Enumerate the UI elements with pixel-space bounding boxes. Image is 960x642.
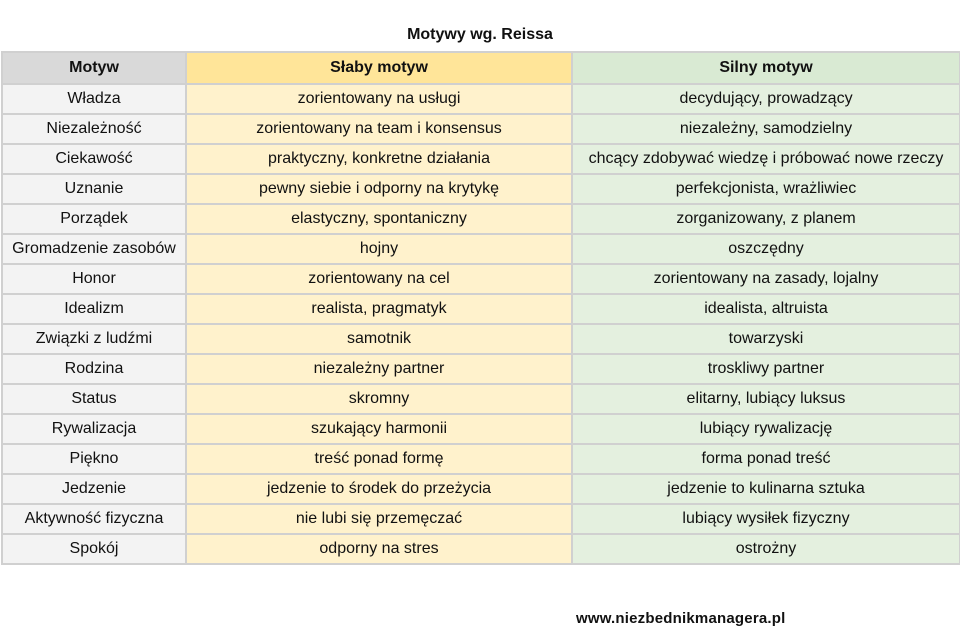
cell-weak-motive: jedzenie to środek do przeżycia bbox=[186, 474, 572, 504]
page-title: Motywy wg. Reissa bbox=[407, 26, 553, 43]
cell-strong-motive: decydujący, prowadzący bbox=[572, 84, 960, 114]
cell-motive: Uznanie bbox=[2, 174, 186, 204]
column-header-weak-motive: Słaby motyw bbox=[186, 52, 572, 84]
cell-weak-motive: treść ponad formę bbox=[186, 444, 572, 474]
cell-strong-motive: niezależny, samodzielny bbox=[572, 114, 960, 144]
cell-motive: Rodzina bbox=[2, 354, 186, 384]
cell-weak-motive: zorientowany na cel bbox=[186, 264, 572, 294]
cell-weak-motive: elastyczny, spontaniczny bbox=[186, 204, 572, 234]
table-row bbox=[2, 114, 960, 144]
table-row bbox=[2, 174, 960, 204]
table-row bbox=[2, 324, 960, 354]
cell-motive: Władza bbox=[2, 84, 186, 114]
cell-motive: Ciekawość bbox=[2, 144, 186, 174]
cell-strong-motive: idealista, altruista bbox=[572, 294, 960, 324]
table-header-row bbox=[2, 52, 960, 84]
cell-motive: Honor bbox=[2, 264, 186, 294]
cell-weak-motive: szukający harmonii bbox=[186, 414, 572, 444]
cell-weak-motive: hojny bbox=[186, 234, 572, 264]
cell-strong-motive: ostrożny bbox=[572, 534, 960, 564]
cell-weak-motive: samotnik bbox=[186, 324, 572, 354]
cell-motive: Piękno bbox=[2, 444, 186, 474]
table-row bbox=[2, 204, 960, 234]
table-body bbox=[2, 84, 960, 564]
cell-motive: Jedzenie bbox=[2, 474, 186, 504]
motives-table bbox=[1, 51, 960, 565]
cell-strong-motive: oszczędny bbox=[572, 234, 960, 264]
table-row bbox=[2, 414, 960, 444]
cell-weak-motive: pewny siebie i odporny na krytykę bbox=[186, 174, 572, 204]
cell-motive: Gromadzenie zasobów bbox=[2, 234, 186, 264]
cell-motive: Idealizm bbox=[2, 294, 186, 324]
cell-weak-motive: niezależny partner bbox=[186, 354, 572, 384]
cell-motive: Związki z ludźmi bbox=[2, 324, 186, 354]
cell-strong-motive: elitarny, lubiący luksus bbox=[572, 384, 960, 414]
cell-motive: Niezależność bbox=[2, 114, 186, 144]
cell-weak-motive: skromny bbox=[186, 384, 572, 414]
website-url: www.niezbednikmanagera.pl bbox=[576, 610, 786, 627]
table-row bbox=[2, 354, 960, 384]
cell-strong-motive: zorganizowany, z planem bbox=[572, 204, 960, 234]
cell-strong-motive: troskliwy partner bbox=[572, 354, 960, 384]
cell-strong-motive: lubiący rywalizację bbox=[572, 414, 960, 444]
cell-strong-motive: perfekcjonista, wrażliwiec bbox=[572, 174, 960, 204]
table-row bbox=[2, 504, 960, 534]
cell-motive: Rywalizacja bbox=[2, 414, 186, 444]
cell-motive: Aktywność fizyczna bbox=[2, 504, 186, 534]
table-row bbox=[2, 144, 960, 174]
table-row bbox=[2, 474, 960, 504]
table-row bbox=[2, 84, 960, 114]
cell-weak-motive: zorientowany na usługi bbox=[186, 84, 572, 114]
cell-strong-motive: jedzenie to kulinarna sztuka bbox=[572, 474, 960, 504]
table-row bbox=[2, 264, 960, 294]
cell-motive: Spokój bbox=[2, 534, 186, 564]
cell-strong-motive: towarzyski bbox=[572, 324, 960, 354]
cell-weak-motive: nie lubi się przemęczać bbox=[186, 504, 572, 534]
cell-strong-motive: zorientowany na zasady, lojalny bbox=[572, 264, 960, 294]
cell-motive: Porządek bbox=[2, 204, 186, 234]
cell-strong-motive: forma ponad treść bbox=[572, 444, 960, 474]
cell-strong-motive: lubiący wysiłek fizyczny bbox=[572, 504, 960, 534]
cell-weak-motive: realista, pragmatyk bbox=[186, 294, 572, 324]
cell-weak-motive: zorientowany na team i konsensus bbox=[186, 114, 572, 144]
table-row bbox=[2, 234, 960, 264]
cell-strong-motive: chcący zdobywać wiedzę i próbować nowe rzeczy bbox=[572, 144, 960, 174]
table-row bbox=[2, 444, 960, 474]
cell-weak-motive: odporny na stres bbox=[186, 534, 572, 564]
table-row bbox=[2, 294, 960, 324]
cell-motive: Status bbox=[2, 384, 186, 414]
table-row bbox=[2, 534, 960, 564]
column-header-strong-motive: Silny motyw bbox=[572, 52, 960, 84]
table-row bbox=[2, 384, 960, 414]
cell-weak-motive: praktyczny, konkretne działania bbox=[186, 144, 572, 174]
column-header-motive: Motyw bbox=[2, 52, 186, 84]
